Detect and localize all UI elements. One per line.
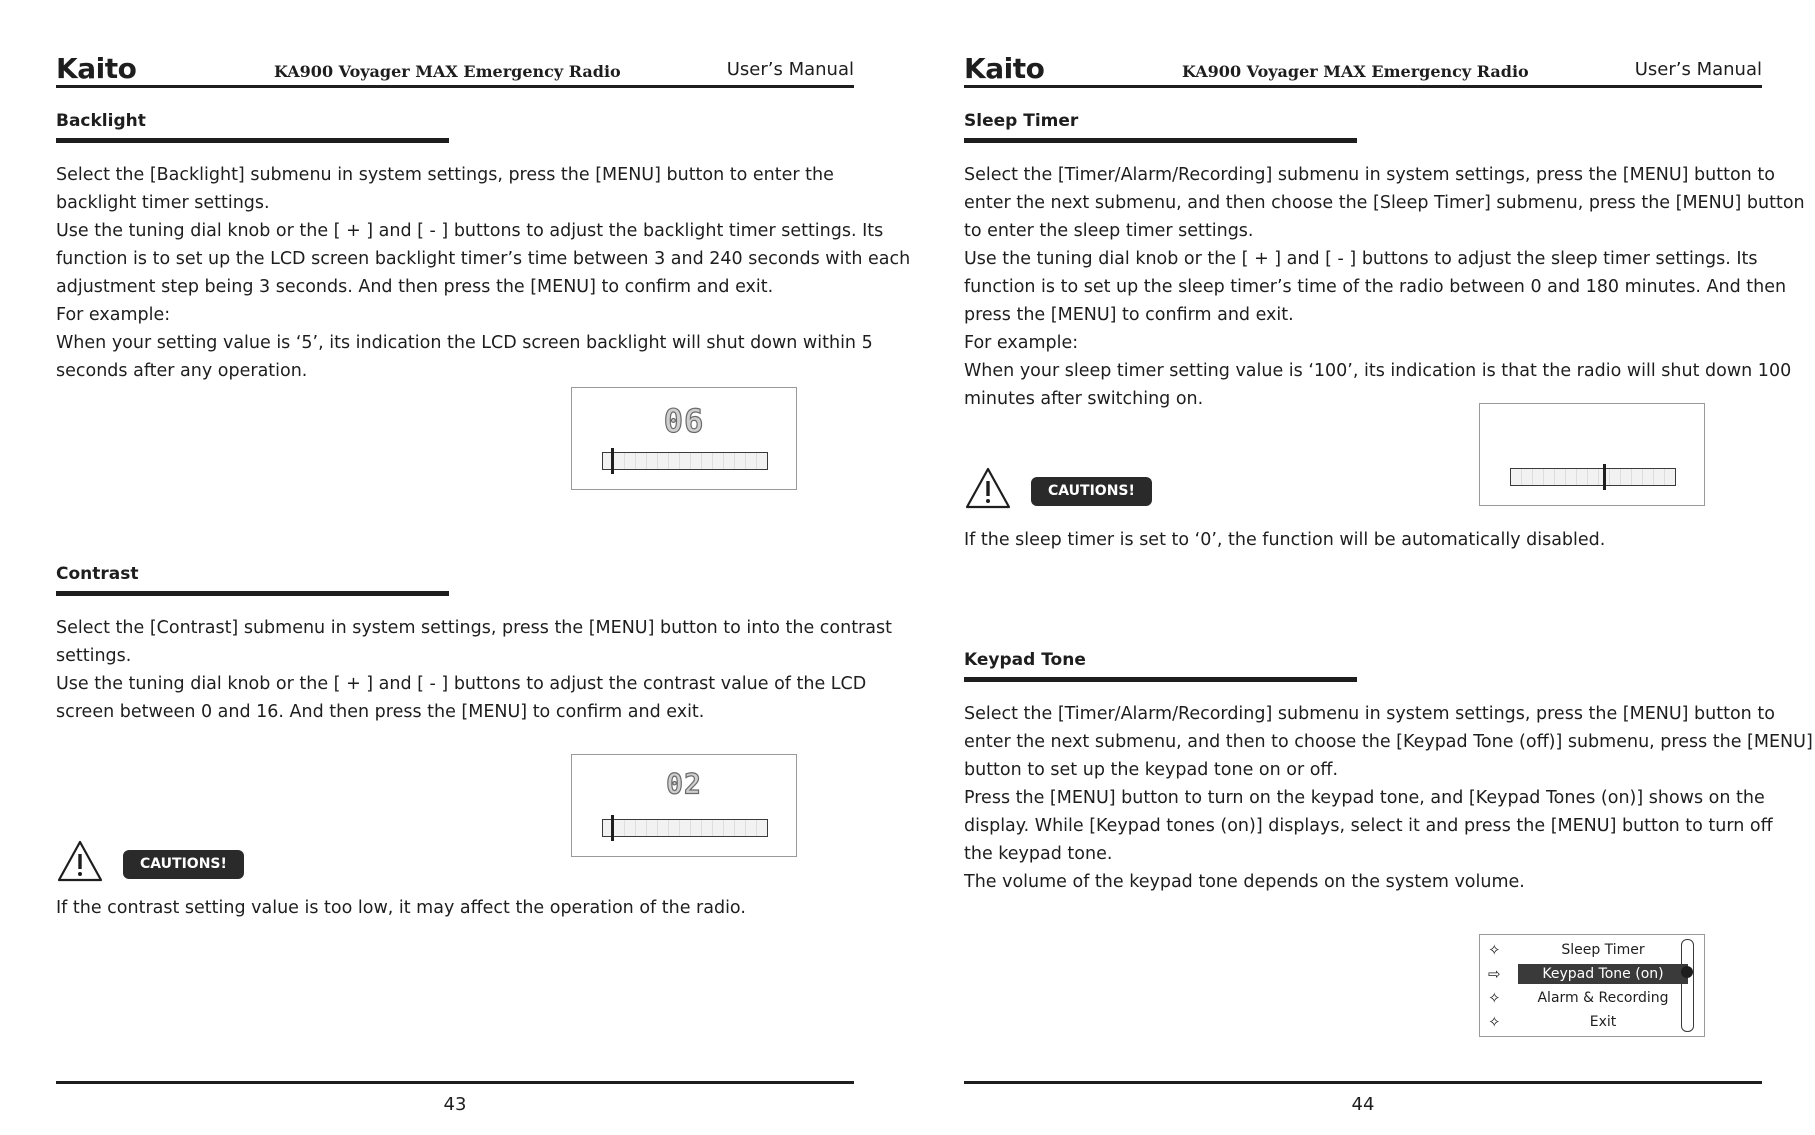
warning-triangle-icon [964, 466, 1012, 510]
body-line: button to set up the keypad tone on or off. [964, 760, 1339, 780]
sleep-timer-caution-text: If the sleep timer is set to ‘0’, the function will be automatically disabled. [964, 530, 1606, 550]
body-line: For example: [56, 305, 171, 325]
section-title: Contrast [56, 564, 139, 584]
menu-item [1484, 987, 1684, 1009]
page-43 [56, 0, 926, 1135]
menu-item [1484, 1011, 1684, 1033]
section-underline [56, 591, 449, 596]
caution-badge: CAUTIONS! [1031, 477, 1152, 506]
contrast-caution-text: If the contrast setting value is too low, it may affect the operation of the radio. [56, 898, 746, 918]
section-title: Backlight [56, 111, 146, 131]
keypad-tone-menu-display [1479, 934, 1705, 1037]
backlight-lcd-display [571, 387, 797, 490]
page-header [964, 52, 1762, 88]
body-line: Use the tuning dial knob or the [ + ] and [ - ] buttons to adjust the sleep timer settings. Its [964, 249, 1758, 269]
body-line: For example: [964, 333, 1079, 353]
body-line: Use the tuning dial knob or the [ + ] and [ - ] buttons to adjust the contrast value of the LCD [56, 674, 867, 694]
body-line: the keypad tone. [964, 844, 1113, 864]
body-line: Select the [Timer/Alarm/Recording] submenu in system settings, press the [MENU] button to [964, 165, 1775, 185]
body-line: Select the [Timer/Alarm/Recording] submenu in system settings, press the [MENU] button to [964, 704, 1775, 724]
arrow-pointer-icon: ⇨ [1488, 965, 1501, 983]
lcd-value: 06 [663, 402, 705, 440]
page-number: 43 [443, 1094, 467, 1115]
kaito-logo: Kaito [964, 52, 1045, 85]
body-line: display. While [Keypad tones (on)] displays, select it and press the [MENU] button to turn off [964, 816, 1773, 836]
sleep-timer-section [964, 108, 1815, 413]
body-line: settings. [56, 646, 132, 666]
section-body [56, 614, 916, 726]
lcd-level-marker [1603, 464, 1606, 490]
section-body [964, 700, 1815, 896]
section-title: Keypad Tone [964, 650, 1086, 670]
body-line: When your setting value is ‘5’, its indication the LCD screen backlight will shut down within 5 [56, 333, 873, 353]
backlight-section [56, 108, 916, 385]
body-line: The volume of the keypad tone depends on the system volume. [964, 872, 1525, 892]
menu-item-selected [1484, 963, 1684, 985]
body-line: backlight timer settings. [56, 193, 270, 213]
footer-rule [964, 1081, 1762, 1084]
manual-label: User’s Manual [726, 59, 854, 80]
kaito-logo: Kaito [56, 52, 137, 85]
scroll-thumb [1681, 966, 1693, 978]
body-line: enter the next submenu, and then to choose the [Keypad Tone (off)] submenu, press the [MENU] [964, 732, 1813, 752]
body-line: enter the next submenu, and then choose the [Sleep Timer] submenu, press the [MENU] button [964, 193, 1805, 213]
contrast-section [56, 561, 916, 726]
section-underline [964, 138, 1357, 143]
manual-label: User’s Manual [1634, 59, 1762, 80]
section-body [56, 161, 916, 385]
body-line: seconds after any operation. [56, 361, 308, 381]
diamond-icon: ✧ [1488, 941, 1501, 959]
lcd-value: 02 [666, 767, 702, 800]
section-body [964, 161, 1815, 413]
diamond-icon: ✧ [1488, 1013, 1501, 1031]
body-line: Select the [Backlight] submenu in system settings, press the [MENU] button to enter the [56, 165, 834, 185]
page-44 [964, 0, 1815, 1135]
sleep-timer-caution [964, 466, 1264, 506]
section-underline [964, 677, 1357, 682]
body-line: function is to set up the sleep timer’s time of the radio between 0 and 180 minutes. And then [964, 277, 1787, 297]
lcd-level-bar [602, 452, 768, 470]
body-line: press the [MENU] to confirm and exit. [964, 305, 1294, 325]
page-header [56, 52, 854, 88]
lcd-level-marker [611, 815, 614, 841]
section-underline [56, 138, 449, 143]
lcd-level-bar [602, 819, 768, 837]
keypad-tone-section [964, 647, 1815, 896]
body-line: Select the [Contrast] submenu in system settings, press the [MENU] button to into the contrast [56, 618, 892, 638]
diamond-icon: ✧ [1488, 989, 1501, 1007]
document-title: KA900 Voyager MAX Emergency Radio [1182, 62, 1529, 81]
menu-scrollbar [1681, 939, 1694, 1032]
warning-triangle-icon [56, 839, 104, 883]
body-line: When your sleep timer setting value is ‘100’, its indication is that the radio will shut down 100 [964, 361, 1792, 381]
body-line: Press the [MENU] button to turn on the keypad tone, and [Keypad Tones (on)] shows on the [964, 788, 1765, 808]
body-line: to enter the sleep timer settings. [964, 221, 1254, 241]
sleep-timer-lcd-display [1479, 403, 1705, 506]
document-title: KA900 Voyager MAX Emergency Radio [274, 62, 621, 81]
body-line: screen between 0 and 16. And then press the [MENU] to confirm and exit. [56, 702, 705, 722]
lcd-level-marker [611, 448, 614, 474]
body-line: adjustment step being 3 seconds. And then press the [MENU] to confirm and exit. [56, 277, 774, 297]
menu-item-label: Alarm & Recording [1537, 990, 1669, 1006]
section-title: Sleep Timer [964, 111, 1079, 131]
contrast-caution [56, 839, 356, 879]
body-line: function is to set up the LCD screen backlight timer’s time between 3 and 240 seconds with each [56, 249, 911, 269]
lcd-level-bar [1510, 468, 1676, 486]
menu-item-label: Keypad Tone (on) [1518, 964, 1688, 984]
caution-badge: CAUTIONS! [123, 850, 244, 879]
body-line: Use the tuning dial knob or the [ + ] and [ - ] buttons to adjust the backlight timer settings. Its [56, 221, 884, 241]
contrast-lcd-display [571, 754, 797, 857]
footer-rule [56, 1081, 854, 1084]
menu-item-label: Exit [1589, 1014, 1617, 1030]
page-number: 44 [1351, 1094, 1375, 1115]
body-line: minutes after switching on. [964, 389, 1204, 409]
menu-item [1484, 939, 1684, 961]
menu-item-label: Sleep Timer [1561, 942, 1645, 958]
